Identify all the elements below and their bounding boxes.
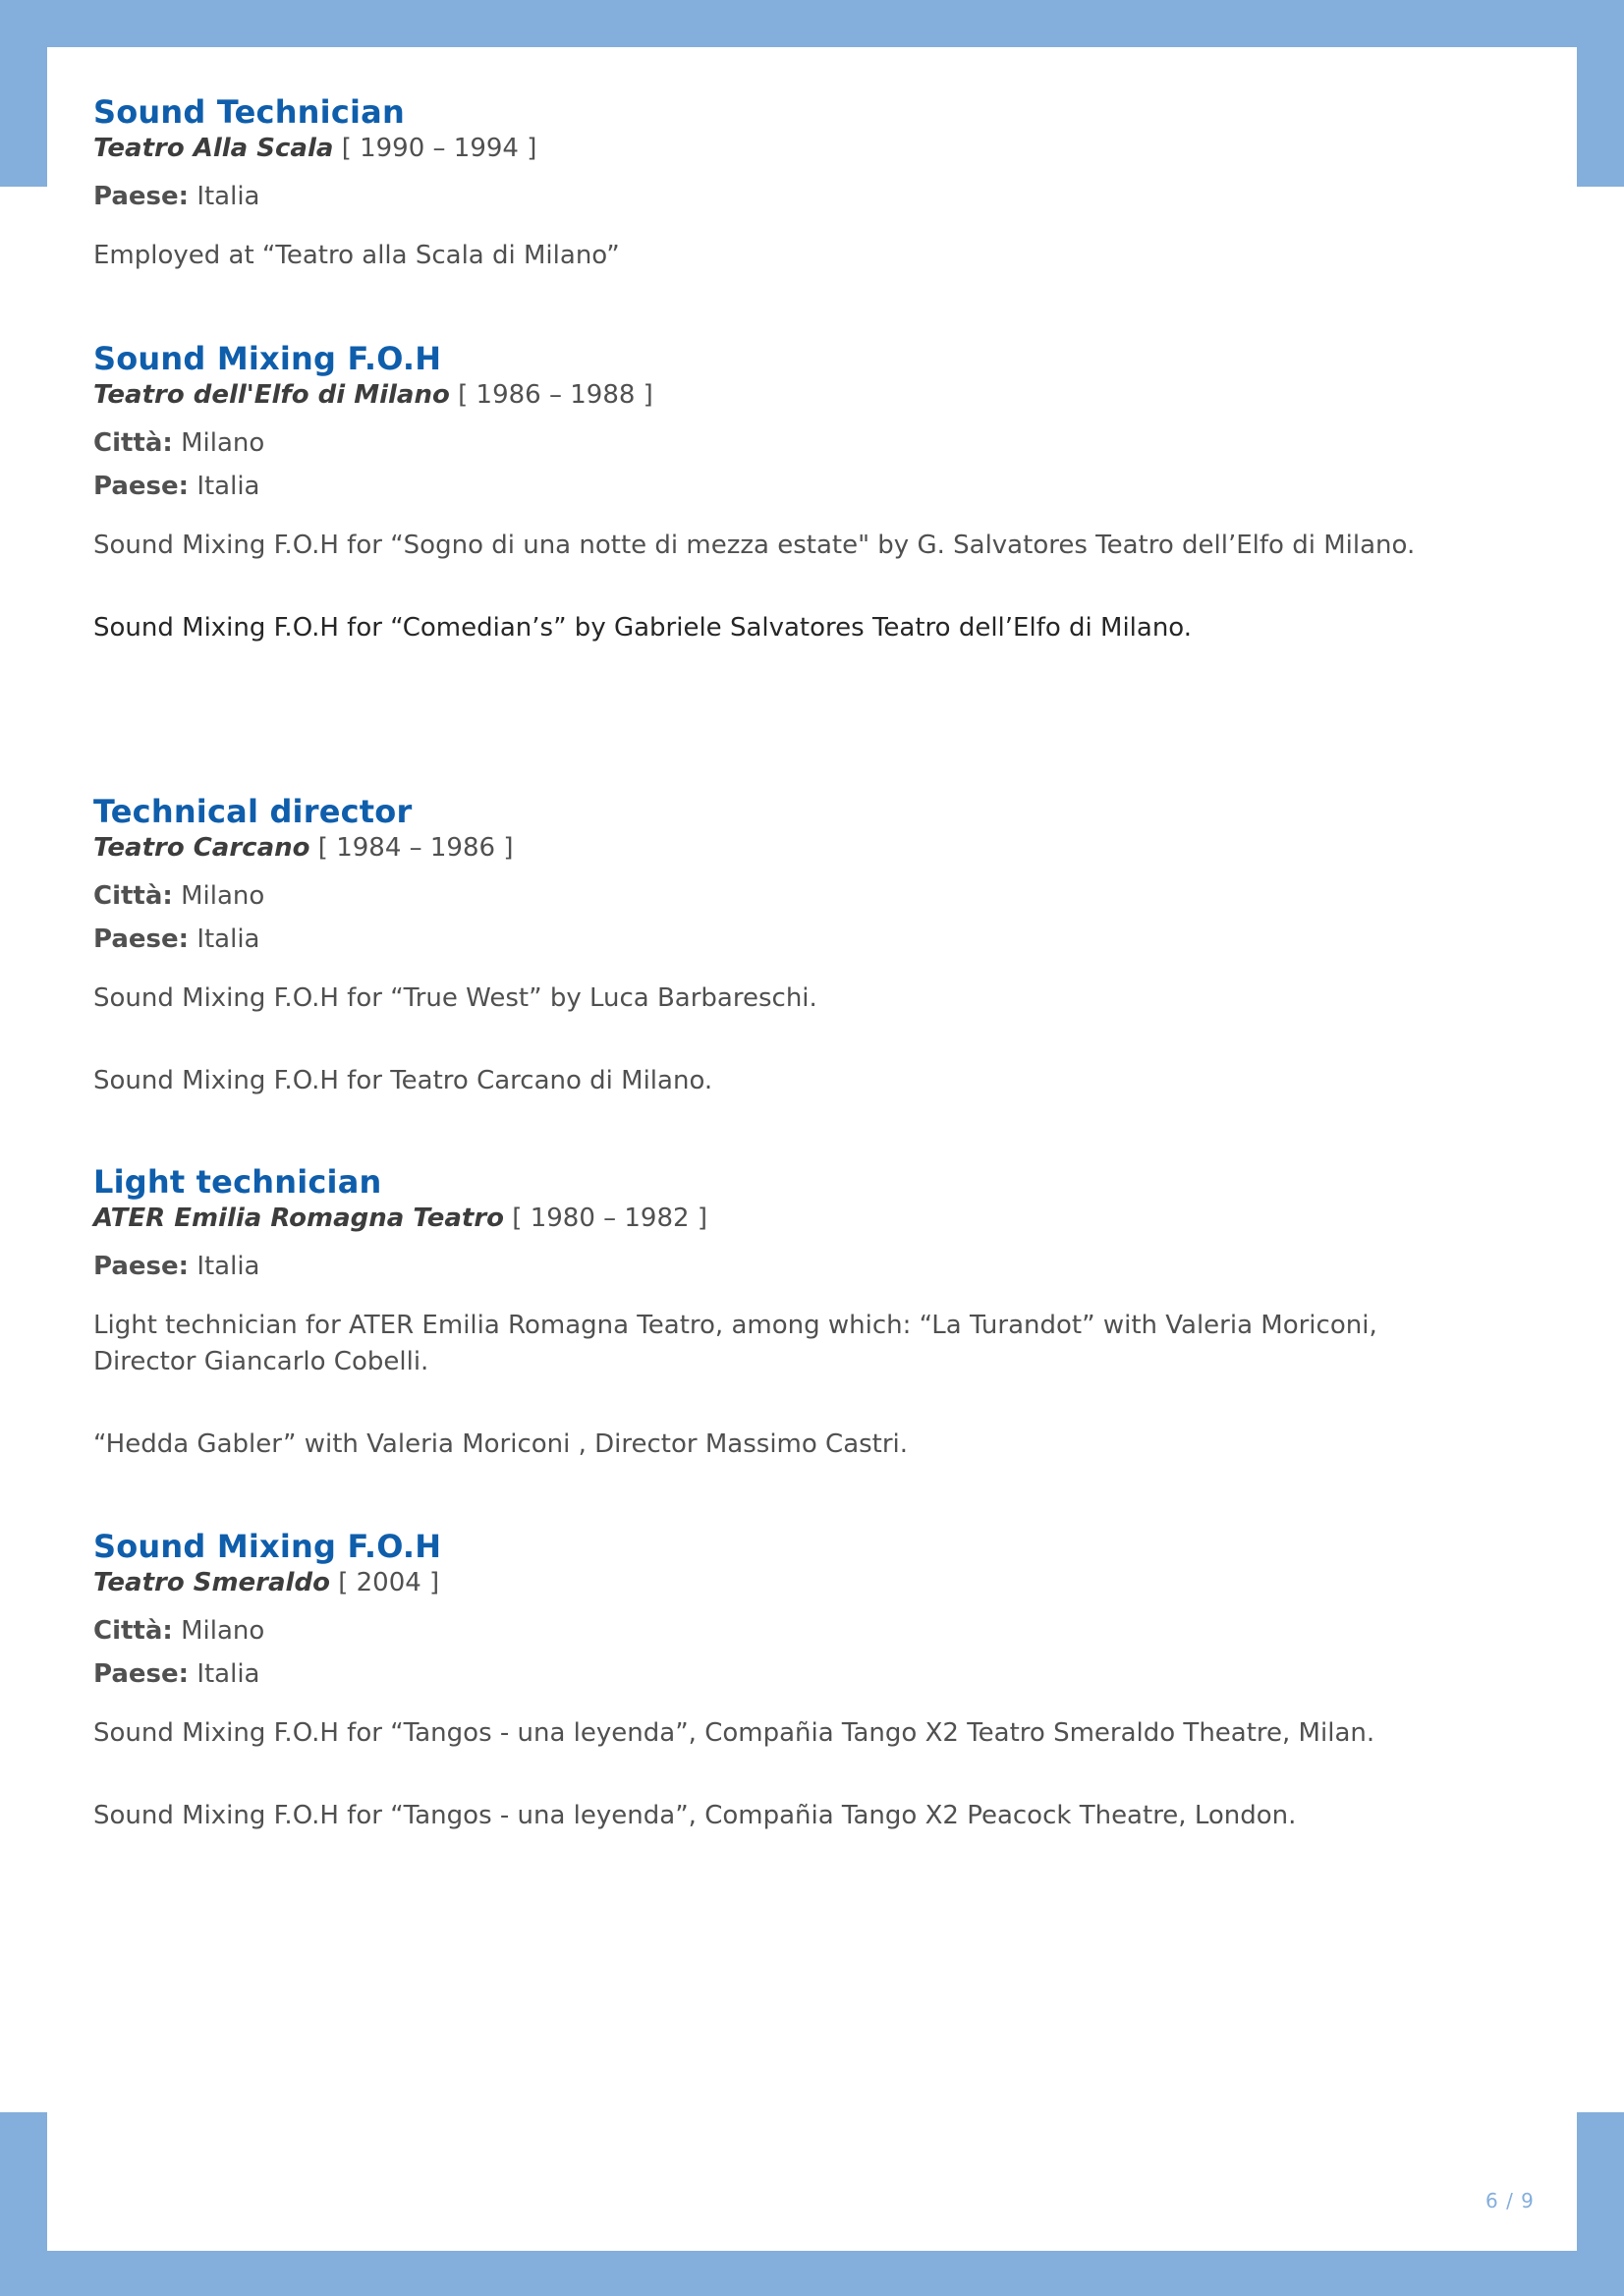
experience-entry bbox=[93, 92, 1547, 274]
city-line bbox=[93, 874, 1547, 918]
description-paragraph: Light technician for ATER Emilia Romagna Teatro, among which: “La Turandot” with Valeria Moriconi, bbox=[93, 1311, 1377, 1340]
country-line bbox=[93, 1652, 1547, 1696]
description-paragraph: Director Giancarlo Cobelli. bbox=[93, 1347, 429, 1376]
location-block bbox=[93, 175, 1547, 218]
description-paragraph: Sound Mixing F.O.H for “Sogno di una notte di mezza estate" by G. Salvatores Teatro dell’Elfo di Milano. bbox=[93, 531, 1416, 560]
country-line bbox=[93, 918, 1547, 961]
city-value: Milano bbox=[181, 428, 265, 458]
job-title: Sound Mixing F.O.H bbox=[93, 1528, 442, 1565]
country-line bbox=[93, 1245, 1547, 1288]
country-label: Paese: bbox=[93, 472, 190, 501]
city-label: Città: bbox=[93, 428, 173, 458]
description-paragraph: Sound Mixing F.O.H for “Comedian’s” by Gabriele Salvatores Teatro dell’Elfo di Milano. bbox=[93, 613, 1193, 643]
employer-line bbox=[93, 831, 1547, 865]
experience-entry bbox=[93, 1162, 1547, 1463]
date-range: [ 1984 – 1986 ] bbox=[317, 833, 514, 863]
job-title: Sound Technician bbox=[93, 93, 405, 131]
city-value: Milano bbox=[181, 1616, 265, 1646]
description-paragraph: “Hedda Gabler” with Valeria Moriconi , Director Massimo Castri. bbox=[93, 1429, 909, 1459]
country-label: Paese: bbox=[93, 1659, 190, 1689]
location-block bbox=[93, 874, 1547, 961]
location-block bbox=[93, 1245, 1547, 1288]
job-title: Technical director bbox=[93, 793, 413, 830]
job-title: Sound Mixing F.O.H bbox=[93, 340, 442, 377]
city-line bbox=[93, 1609, 1547, 1652]
location-block bbox=[93, 421, 1547, 508]
employer-name: Teatro Smeraldo bbox=[93, 1568, 330, 1597]
description-paragraph: Sound Mixing F.O.H for “Tangos - una leyenda”, Compañia Tango X2 Peacock Theatre, London. bbox=[93, 1801, 1297, 1830]
description-paragraph: Sound Mixing F.O.H for Teatro Carcano di Milano. bbox=[93, 1066, 713, 1095]
page-frame-top-left bbox=[0, 0, 47, 187]
employer-name: Teatro Carcano bbox=[93, 833, 310, 863]
description-paragraph: Sound Mixing F.O.H for “True West” by Luca Barbareschi. bbox=[93, 983, 817, 1013]
date-range: [ 1990 – 1994 ] bbox=[341, 134, 537, 163]
employer-line bbox=[93, 1202, 1547, 1235]
country-value: Italia bbox=[196, 1659, 260, 1689]
location-block bbox=[93, 1609, 1547, 1696]
employer-name: ATER Emilia Romagna Teatro bbox=[93, 1204, 505, 1233]
city-line bbox=[93, 421, 1547, 465]
city-label: Città: bbox=[93, 881, 173, 911]
employer-line bbox=[93, 378, 1547, 412]
employer-line bbox=[93, 132, 1547, 165]
country-value: Italia bbox=[196, 1252, 260, 1281]
description-paragraph: Sound Mixing F.O.H for “Tangos - una leyenda”, Compañia Tango X2 Teatro Smeraldo Theatre, Milan. bbox=[93, 1718, 1375, 1748]
experience-entry bbox=[93, 339, 1547, 646]
page-frame-top-right bbox=[1577, 0, 1624, 187]
page-frame-bottom-left bbox=[0, 2112, 47, 2296]
country-label: Paese: bbox=[93, 1252, 190, 1281]
experience-entry bbox=[93, 1527, 1547, 1834]
page-frame-bottom-right bbox=[1577, 2112, 1624, 2296]
country-line bbox=[93, 175, 1547, 218]
page-frame-top bbox=[0, 0, 1624, 47]
date-range: [ 1986 – 1988 ] bbox=[458, 380, 653, 410]
employer-name: Teatro Alla Scala bbox=[93, 134, 334, 163]
page-frame-bottom bbox=[0, 2251, 1624, 2296]
job-title: Light technician bbox=[93, 1163, 382, 1201]
country-value: Italia bbox=[196, 182, 260, 211]
city-value: Milano bbox=[181, 881, 265, 911]
date-range: [ 1980 – 1982 ] bbox=[512, 1204, 707, 1233]
employer-name: Teatro dell'Elfo di Milano bbox=[93, 380, 450, 410]
city-label: Città: bbox=[93, 1616, 173, 1646]
country-label: Paese: bbox=[93, 182, 190, 211]
page-number: 6 / 9 bbox=[1485, 2189, 1535, 2212]
employer-line bbox=[93, 1566, 1547, 1599]
country-label: Paese: bbox=[93, 924, 190, 954]
date-range: [ 2004 ] bbox=[338, 1568, 440, 1597]
description-paragraph: Employed at “Teatro alla Scala di Milano” bbox=[93, 241, 620, 270]
country-line bbox=[93, 465, 1547, 508]
country-value: Italia bbox=[196, 472, 260, 501]
country-value: Italia bbox=[196, 924, 260, 954]
experience-entry bbox=[93, 792, 1547, 1099]
